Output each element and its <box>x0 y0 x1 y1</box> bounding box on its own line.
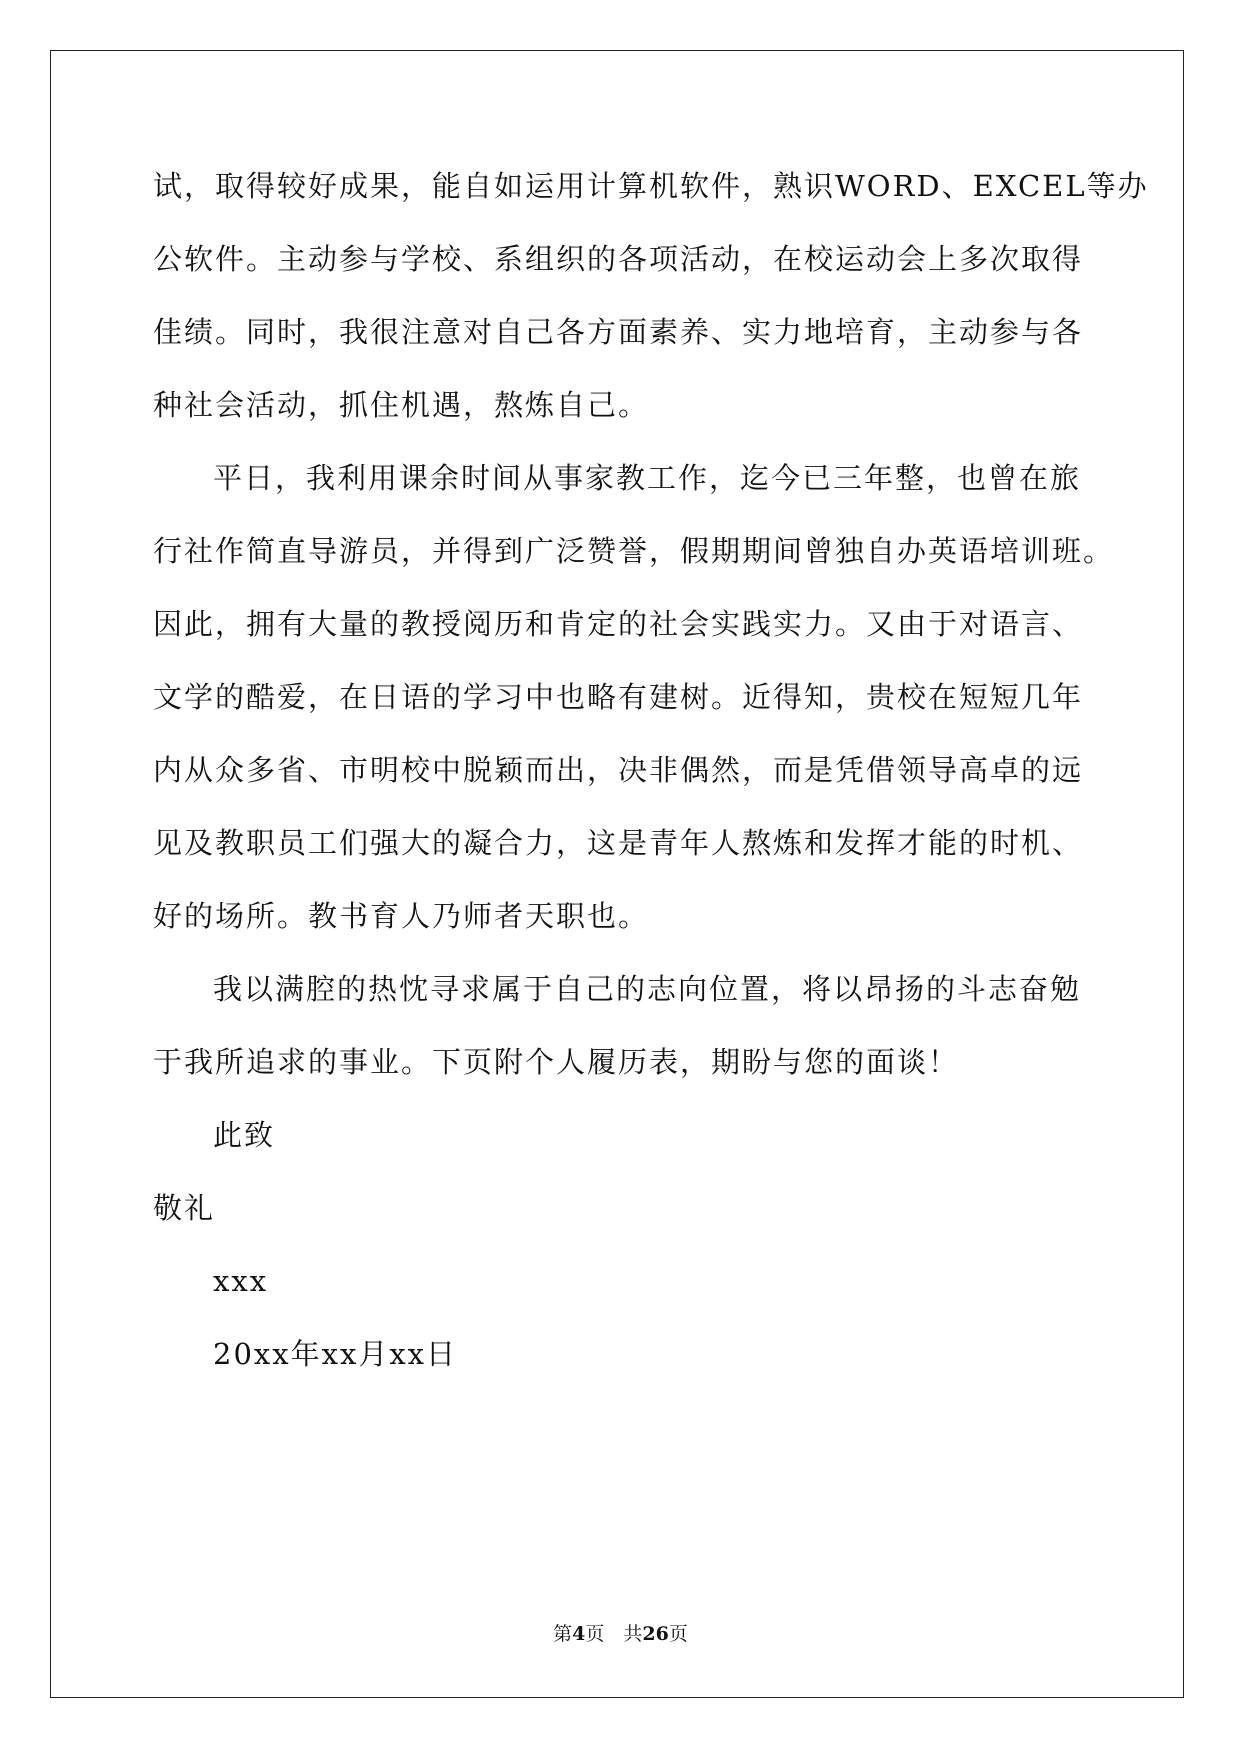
body-line-1: 试，取得较好成果，能自如运用计算机软件，熟识WORD、EXCEL等办 <box>153 169 1149 203</box>
page-footer <box>0 1622 1241 1646</box>
body-line-2: 公软件。主动参与学校、系组织的各项活动，在校运动会上多次取得 <box>153 242 1084 276</box>
body-line-12: 我以满腔的热忱寻求属于自己的志向位置，将以昂扬的斗志奋勉 <box>213 972 1082 1006</box>
body-line-13: 于我所追求的事业。下页附个人履历表，期盼与您的面谈！ <box>153 1045 960 1079</box>
total-page-number: 26 <box>642 1623 669 1645</box>
page-border <box>50 50 1184 1698</box>
body-line-8: 文学的酷爱，在日语的学习中也略有建树。近得知，贵校在短短几年 <box>153 680 1084 714</box>
footer-suffix: 页 <box>668 1623 688 1645</box>
body-line-11: 好的场所。教书育人乃师者天职也。 <box>153 899 650 933</box>
closing-regards: 敬礼 <box>153 1191 216 1225</box>
footer-mid: 页 共 <box>585 1623 643 1645</box>
footer-prefix: 第 <box>553 1623 573 1645</box>
current-page-number: 4 <box>572 1623 586 1645</box>
body-line-5: 平日，我利用课余时间从事家教工作，迄今已三年整，也曾在旅 <box>213 461 1082 495</box>
body-line-3: 佳绩。同时，我很注意对自己各方面素养、实力地培育，主动参与各 <box>153 315 1084 349</box>
body-line-10: 见及教职员工们强大的凝合力，这是青年人熬炼和发挥才能的时机、 <box>153 826 1084 860</box>
body-line-6: 行社作简直导游员，并得到广泛赞誉，假期期间曾独自办英语培训班。 <box>153 534 1115 568</box>
body-line-4: 种社会活动，抓住机遇，熬炼自己。 <box>153 388 650 422</box>
signature-name: xxx <box>213 1264 269 1298</box>
closing-salutation: 此致 <box>213 1118 276 1152</box>
body-line-9: 内从众多省、市明校中脱颖而出，决非偶然，而是凭借领导高卓的远 <box>153 753 1084 787</box>
body-line-7: 因此，拥有大量的教授阅历和肯定的社会实践实力。又由于对语言、 <box>153 607 1084 641</box>
signature-date: 20xx年xx月xx日 <box>213 1337 458 1371</box>
